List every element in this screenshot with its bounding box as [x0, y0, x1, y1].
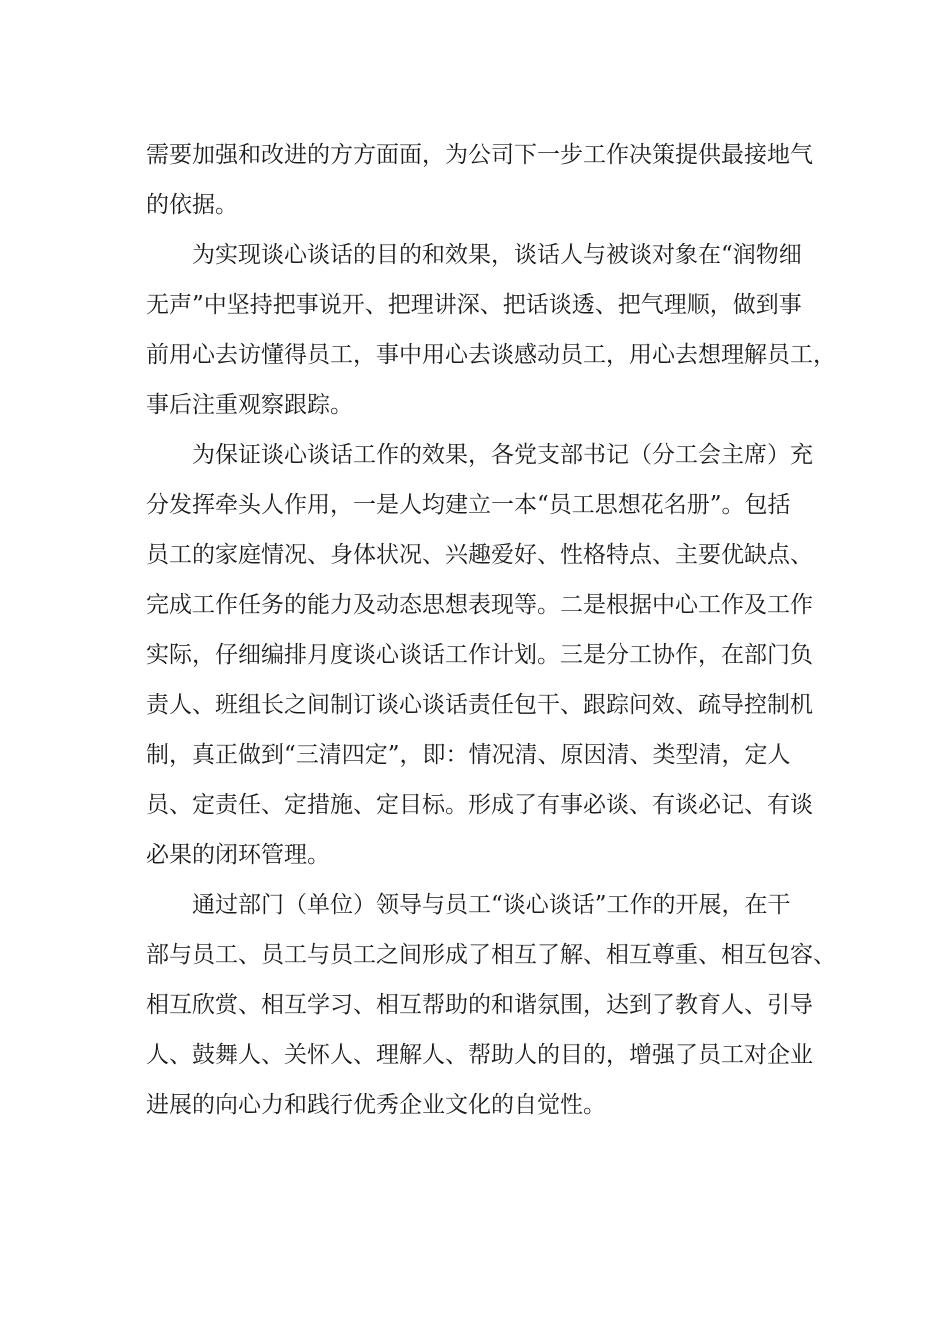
paragraph-3 [146, 430, 826, 880]
text-line: 员工的家庭情况、身体状况、兴趣爱好、性格特点、主要优缺点、 [146, 542, 813, 568]
text-line: 人、鼓舞人、关怀人、理解人、帮助人的目的，增强了员工对企业 [146, 1042, 813, 1068]
text-line: 前用心去访懂得员工，事中用心去谈感动员工，用心去想理解员工， [146, 342, 836, 368]
text-line: 事后注重观察跟踪。 [146, 392, 353, 418]
text-line: 相互欣赏、相互学习、相互帮助的和谐氛围，达到了教育人、引导 [146, 992, 813, 1018]
text-line: 无声”中坚持把事说开、把理讲深、把话谈透、把气理顺，做到事 [146, 292, 802, 318]
paragraph-2 [146, 230, 836, 430]
text-line: 分发挥牵头人作用，一是人均建立一本“员工思想花名册”。包括 [146, 492, 791, 518]
text-line: 通过部门（单位）领导与员工“谈心谈话”工作的开展，在干 [192, 892, 791, 918]
text-line: 的依据。 [146, 192, 238, 218]
paragraph-4 [146, 880, 836, 1130]
text-line: 进展的向心力和践行优秀企业文化的自觉性。 [146, 1092, 606, 1118]
text-line: 为保证谈心谈话工作的效果，各党支部书记（分工会主席）充 [192, 442, 813, 468]
text-line: 部与员工、员工与员工之间形成了相互了解、相互尊重、相互包容、 [146, 942, 836, 968]
paragraph-1 [146, 130, 826, 230]
body-text [146, 130, 836, 1130]
text-line: 实际，仔细编排月度谈心谈话工作计划。三是分工协作，在部门负 [146, 642, 813, 668]
text-line: 为实现谈心谈话的目的和效果，谈话人与被谈对象在“润物细 [192, 242, 802, 268]
text-line: 必果的闭环管理。 [146, 842, 330, 868]
text-line: 制，真正做到“三清四定”，即：情况清、原因清、类型清，定人 [146, 742, 791, 768]
text-line: 员、定责任、定措施、定目标。形成了有事必谈、有谈必记、有谈 [146, 792, 813, 818]
text-line: 完成工作任务的能力及动态思想表现等。二是根据中心工作及工作 [146, 592, 813, 618]
text-line: 需要加强和改进的方方面面，为公司下一步工作决策提供最接地气 [146, 142, 813, 168]
text-line: 责人、班组长之间制订谈心谈话责任包干、跟踪问效、疏导控制机 [146, 692, 813, 718]
